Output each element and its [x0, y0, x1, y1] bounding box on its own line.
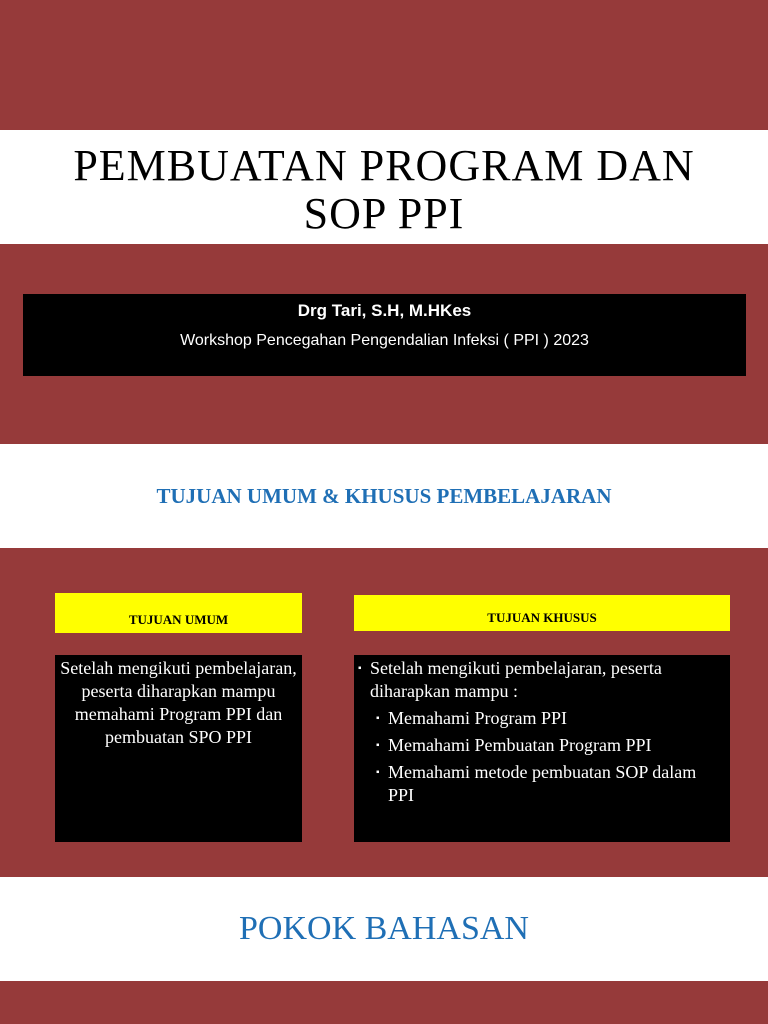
title-line-1: PEMBUATAN PROGRAM DAN: [73, 141, 695, 190]
list-item: [358, 707, 724, 730]
bullet-icon: ▪: [376, 740, 380, 751]
bullet-icon: ▪: [376, 713, 380, 724]
general-objective-text: Setelah mengikuti pembelajaran, peserta diharapkan mampu memahami Program PPI dan pembuatan SPO PPI: [60, 658, 297, 747]
specific-item-1: Memahami Program PPI: [388, 708, 567, 728]
general-objective-label: TUJUAN UMUM: [55, 593, 302, 633]
specific-intro-row: [358, 657, 724, 703]
author-box: [23, 294, 746, 376]
bullet-icon: ▪: [358, 663, 362, 674]
bullet-icon: ▪: [376, 767, 380, 778]
topics-heading: POKOK BAHASAN: [239, 910, 529, 947]
objectives-heading: TUJUAN UMUM & KHUSUS PEMBELAJARAN: [156, 484, 612, 508]
topics-band: [0, 877, 768, 981]
specific-item-3: Memahami metode pembuatan SOP dalam PPI: [388, 762, 697, 805]
specific-intro: Setelah mengikuti pembelajaran, peserta diharapkan mampu :: [370, 658, 662, 701]
specific-item-2: Memahami Pembuatan Program PPI: [388, 735, 652, 755]
specific-objective-box: [354, 655, 730, 842]
specific-objective-label: TUJUAN KHUSUS: [354, 595, 730, 631]
title-band: [0, 130, 768, 244]
general-objective-box: [55, 655, 302, 842]
title-line-2: SOP PPI: [303, 189, 465, 238]
event-name: Workshop Pencegahan Pengendalian Infeksi ( PPI ) 2023: [180, 332, 589, 349]
objectives-band: [0, 444, 768, 548]
list-item: [358, 734, 724, 757]
slide-title: [0, 130, 768, 238]
list-item: [358, 761, 724, 807]
author-name: Drg Tari, S.H, M.HKes: [297, 301, 472, 320]
